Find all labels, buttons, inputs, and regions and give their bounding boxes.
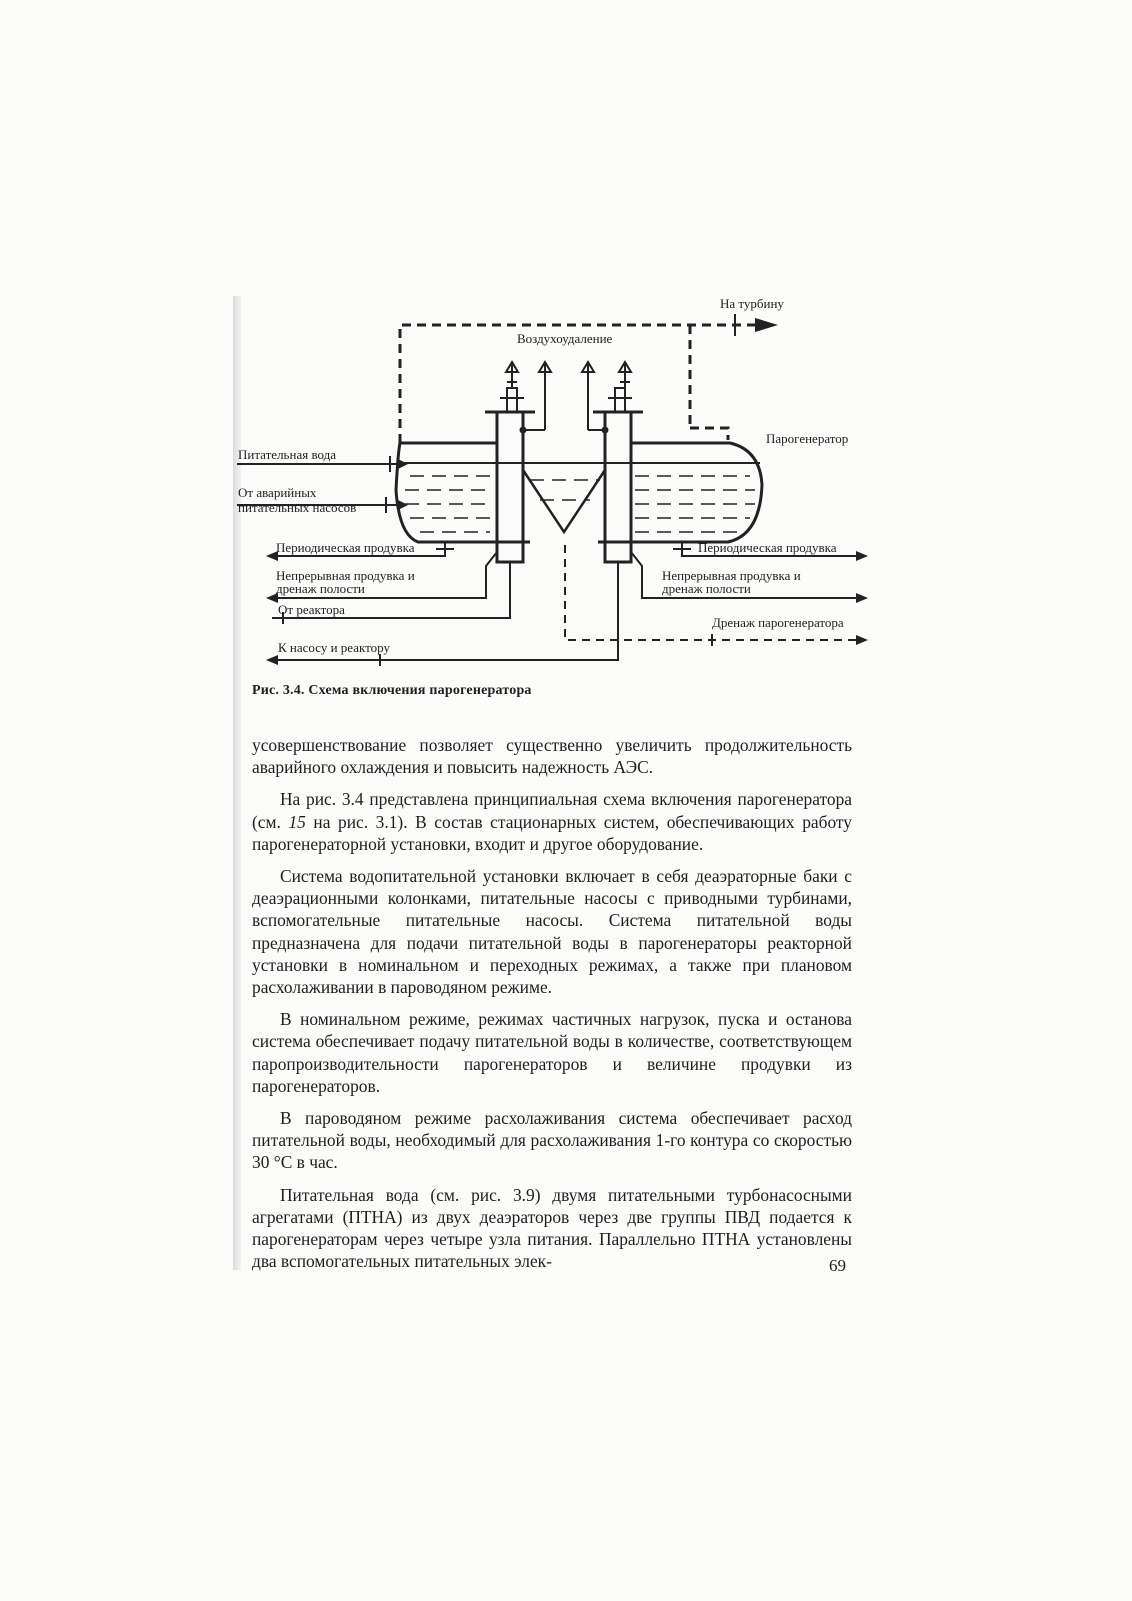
turbine-arrow	[755, 318, 778, 332]
label-continuous-left-1: Непрерывная продувка и	[276, 568, 415, 583]
steam-generator-scheme	[0, 0, 1132, 680]
cold-collector	[605, 412, 631, 562]
paragraph: На рис. 3.4 представлена принципиальная схема включения парогенератора (см. 15 на рис. 3.1). В состав стационарных систем, обеспечивающих работу парогенераторной установки, входит и другое оборудование.	[252, 789, 852, 854]
vessel-shell	[396, 443, 762, 542]
paragraph: Питательная вода (см. рис. 3.9) двумя питательными турбонасосными агрегатами (ПТНА) из двух деаэраторов через две группы ПВД подается к парогенераторам через четыре узла питания. Параллельно ПТНА установлены два вспомогательных питательных элек-	[252, 1184, 852, 1272]
label-emergency-pumps-1: От аварийных	[238, 485, 317, 500]
paragraph: В пароводяном режиме расхолаживания система обеспечивает расход питательной воды, необходимый для расхолаживания 1-го контура со скоростью 30 °С в час.	[252, 1108, 852, 1173]
paragraph: В номинальном режиме, режимах частичных нагрузок, пуска и останова система обеспечивает подачу питательной воды в количестве, соответствующем паропроизводительности парогенераторов и величине продувки из парогенераторов.	[252, 1009, 852, 1096]
label-to-pump-reactor: К насосу и реактору	[278, 640, 390, 655]
paragraph: Система водопитательной установки включает в себя деаэраторные баки с деаэрационными колонками, питательные насосы с приводными турбинами, вспомогательные питательные насосы. Система питательной воды предназначена для подачи питательной воды в парогенераторы реакторной установки в номинальном и переходных режимах, а также при плановом расхолаживании в пароводяном режиме.	[252, 866, 852, 998]
page-number: 69	[829, 1256, 846, 1275]
label-deaeration: Воздухоудаление	[517, 331, 613, 346]
label-emergency-pumps-2: питательных насосов	[238, 500, 357, 515]
label-continuous-right-2: дренаж полости	[662, 581, 751, 596]
label-to-turbine: На турбину	[720, 296, 784, 311]
figure-caption: Рис. 3.4. Схема включения парогенератора	[252, 683, 532, 698]
label-steam-generator: Парогенератор	[766, 431, 849, 446]
paragraph: усовершенствование позволяет существенно увеличить продолжительность аварийного охлаждения и повысить надежность АЭС.	[252, 735, 852, 778]
label-periodic-blowdown-left: Периодическая продувка	[276, 540, 415, 555]
label-sg-drain: Дренаж парогенератора	[712, 615, 844, 630]
label-from-reactor: От реактора	[278, 602, 345, 617]
label-periodic-blowdown-right: Периодическая продувка	[698, 540, 837, 555]
hot-collector	[497, 412, 523, 562]
label-continuous-right-1: Непрерывная продувка и	[662, 568, 801, 583]
label-feed-water: Питательная вода	[238, 447, 337, 462]
label-continuous-left-2: дренаж полости	[276, 581, 365, 596]
body-text	[252, 734, 852, 1282]
